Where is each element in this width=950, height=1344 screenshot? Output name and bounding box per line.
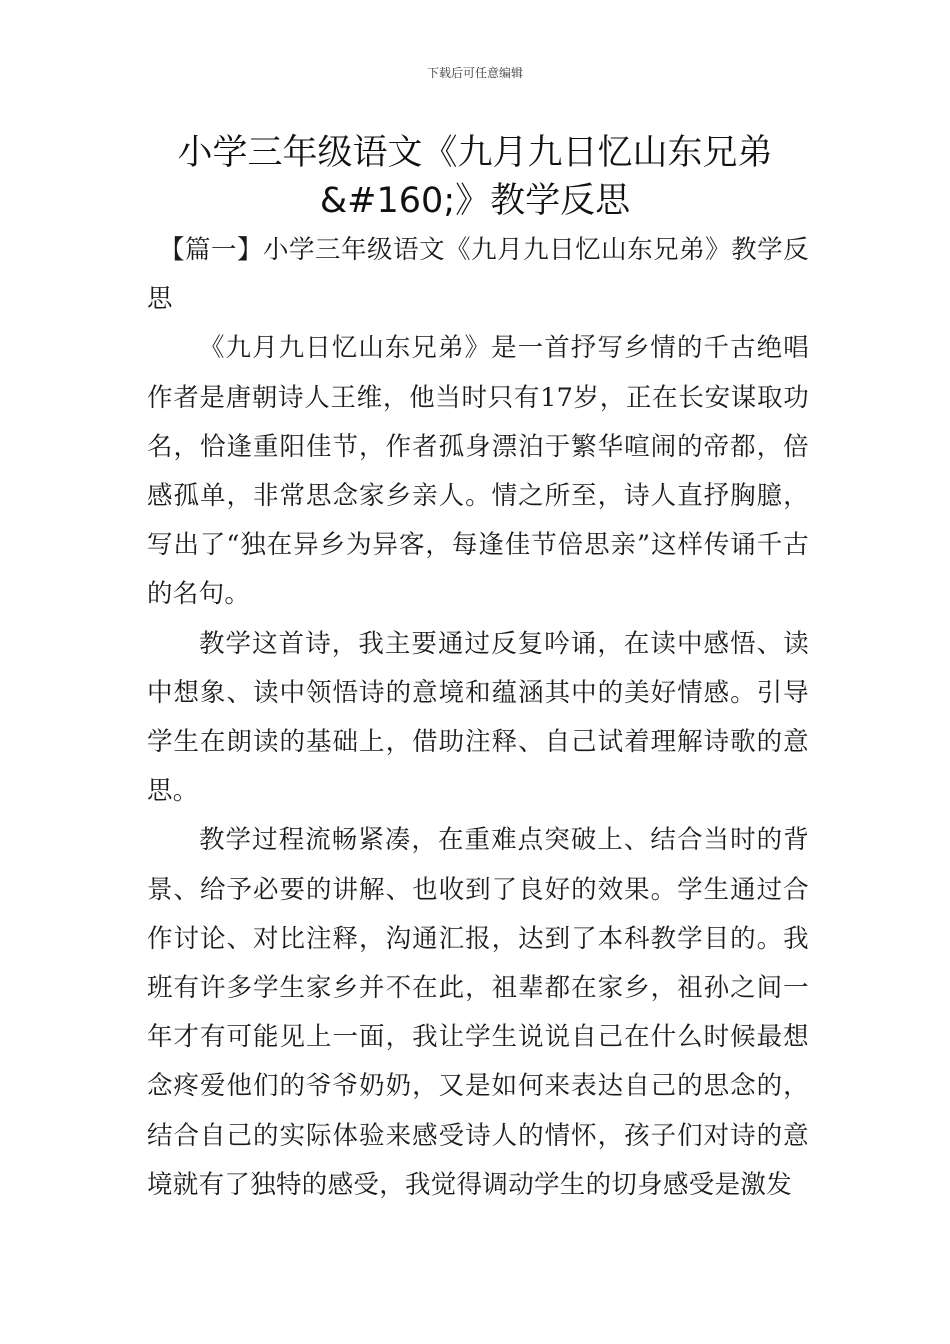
document-title-line-2: &#160;》教学反思 <box>319 181 631 221</box>
paragraph: 《九月九日忆山东兄弟》是一首抒写乡情的千古绝唱作者是唐朝诗人王维，他当时只有17岁，正在长安谋取功名，恰逢重阳佳节，作者孤身漂泊于繁华喧闹的帝都，倍感孤单，非常思念家乡亲人。情之所至，诗人直抒胸臆，写出了“独在异乡为异客，每逢佳节倍思亲”这样传诵千古的名句。 <box>147 333 809 610</box>
header-note: 下载后可任意编辑 <box>426 66 523 80</box>
section-heading: 【篇一】小学三年级语文《九月九日忆山东兄弟》教学反思 <box>147 235 809 315</box>
document-title-line-1: 小学三年级语文《九月九日忆山东兄弟 <box>177 133 773 173</box>
paragraph: 教学过程流畅紧凑，在重难点突破上、结合当时的背景、给予必要的讲解、也收到了良好的效果。学生通过合作讨论、对比注释，沟通汇报，达到了本科教学目的。我班有许多学生家乡并不在此，祖辈都在家乡，祖孙之间一年才有可能见上一面，我让学生说说自己在什么时候最想念疼爱他们的爷爷奶奶，又是如何来表达自己的思念的，结合自己的实际体验来感受诗人的情怀，孩子们对诗的意境就有了独特的感受，我觉得调动学生的切身感受是激发 <box>147 825 809 1200</box>
paragraph: 教学这首诗，我主要通过反复吟诵，在读中感悟、读中想象、读中领悟诗的意境和蕴涵其中的美好情感。引导学生在朗读的基础上，借助注释、自己试着理解诗歌的意思。 <box>147 628 809 807</box>
document-body <box>147 226 809 1210</box>
